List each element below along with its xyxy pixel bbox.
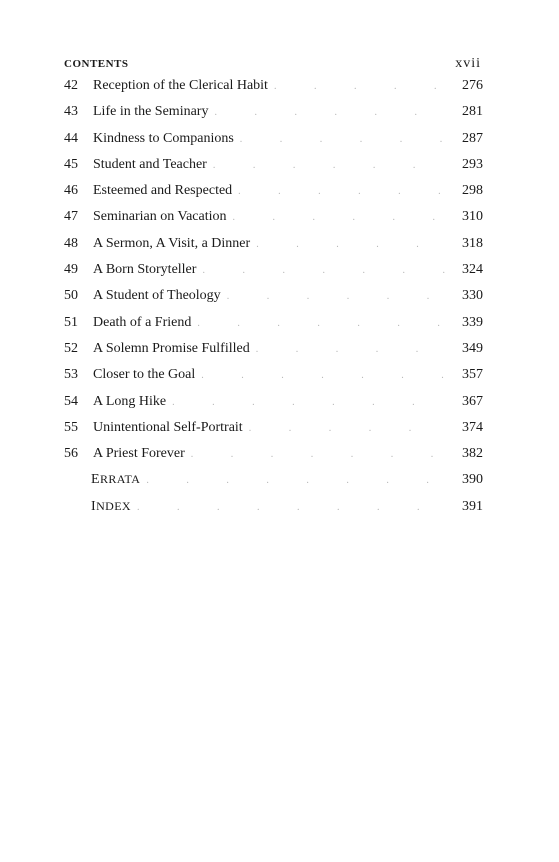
dot-leader	[191, 449, 449, 460]
dot-leader	[274, 81, 449, 92]
dot-leader	[137, 502, 449, 513]
chapter-title: Seminarian on Vacation	[93, 209, 227, 225]
chapter-title: A Priest Forever	[93, 446, 185, 462]
chapter-number: 54	[64, 393, 78, 409]
dot-leader	[227, 291, 449, 302]
toc-entry	[64, 78, 483, 104]
dot-leader	[201, 370, 449, 381]
errata-title	[91, 472, 140, 488]
toc-entry	[64, 341, 483, 367]
toc-entry	[64, 446, 483, 472]
index-title	[91, 499, 131, 515]
toc-entry	[64, 104, 483, 130]
page-number: 357	[462, 367, 483, 383]
page-number: 293	[462, 156, 483, 172]
chapter-title: A Born Storyteller	[93, 262, 197, 278]
chapter-number: 48	[64, 235, 78, 251]
page-number: 281	[462, 104, 483, 120]
chapter-number: 50	[64, 288, 78, 304]
page-number: 330	[462, 288, 483, 304]
toc-entry	[64, 183, 483, 209]
running-header-page-number: xvii	[455, 56, 481, 71]
chapter-title: Unintentional Self-Portrait	[93, 419, 243, 435]
chapter-number: 44	[64, 130, 78, 146]
toc-entry	[64, 394, 483, 420]
page-number: 382	[462, 446, 483, 462]
chapter-number: 52	[64, 340, 78, 356]
toc-entry-errata	[64, 472, 483, 498]
chapter-number: 51	[64, 314, 78, 330]
dot-leader	[240, 134, 449, 145]
toc-entry-index	[64, 499, 483, 525]
dot-leader	[202, 265, 449, 276]
toc-entry	[64, 288, 483, 314]
chapter-number: 47	[64, 209, 78, 225]
contents-page	[64, 56, 483, 525]
dot-leader	[172, 397, 449, 408]
chapter-title: Life in the Seminary	[93, 104, 209, 120]
toc-entry	[64, 157, 483, 183]
dot-leader	[213, 160, 449, 171]
running-header	[64, 56, 483, 78]
page-number: 367	[462, 393, 483, 409]
chapter-number: 53	[64, 367, 78, 383]
errata-title-cap: E	[91, 472, 100, 488]
page-number: 318	[462, 235, 483, 251]
toc-entry	[64, 131, 483, 157]
dot-leader	[256, 344, 449, 355]
toc-entry	[64, 420, 483, 446]
chapter-title: Student and Teacher	[93, 156, 207, 172]
page-number: 310	[462, 209, 483, 225]
dot-leader	[238, 186, 449, 197]
toc-entry	[64, 262, 483, 288]
dot-leader	[256, 239, 449, 250]
chapter-title: Esteemed and Respected	[93, 183, 233, 199]
dot-leader	[249, 423, 449, 434]
page-number: 276	[462, 78, 483, 93]
index-title-rest: NDEX	[96, 498, 131, 513]
page-number: 298	[462, 183, 483, 199]
page-number: 324	[462, 262, 483, 278]
toc-entry	[64, 236, 483, 262]
chapter-number: 45	[64, 156, 78, 172]
chapter-title: A Long Hike	[93, 393, 167, 409]
chapter-title: A Sermon, A Visit, a Dinner	[93, 235, 251, 251]
page-number: 374	[462, 419, 483, 435]
toc-entry	[64, 209, 483, 235]
table-of-contents	[64, 78, 483, 525]
chapter-number: 46	[64, 183, 78, 199]
chapter-number: 49	[64, 262, 78, 278]
index-title-cap: I	[91, 498, 97, 514]
dot-leader	[233, 212, 450, 223]
page-number: 349	[462, 340, 483, 356]
chapter-title: Death of a Friend	[93, 314, 192, 330]
chapter-title: A Student of Theology	[93, 288, 221, 304]
chapter-title: Kindness to Companions	[93, 130, 234, 146]
dot-leader	[146, 475, 449, 486]
chapter-number: 42	[64, 78, 78, 93]
chapter-title: Closer to the Goal	[93, 367, 196, 383]
page-number: 287	[462, 130, 483, 146]
errata-title-rest: RRATA	[99, 472, 141, 487]
toc-entry	[64, 367, 483, 393]
page-number: 390	[462, 472, 483, 488]
dot-leader	[197, 318, 449, 329]
chapter-number: 55	[64, 419, 78, 435]
page-number: 339	[462, 314, 483, 330]
toc-entry	[64, 315, 483, 341]
chapter-number: 43	[64, 104, 78, 120]
chapter-title: A Solemn Promise Fulfilled	[93, 340, 250, 356]
running-header-title: CONTENTS	[64, 58, 129, 70]
dot-leader	[214, 107, 449, 118]
chapter-title: Reception of the Clerical Habit	[93, 78, 268, 93]
chapter-number: 56	[64, 446, 78, 462]
page-number: 391	[462, 498, 483, 514]
